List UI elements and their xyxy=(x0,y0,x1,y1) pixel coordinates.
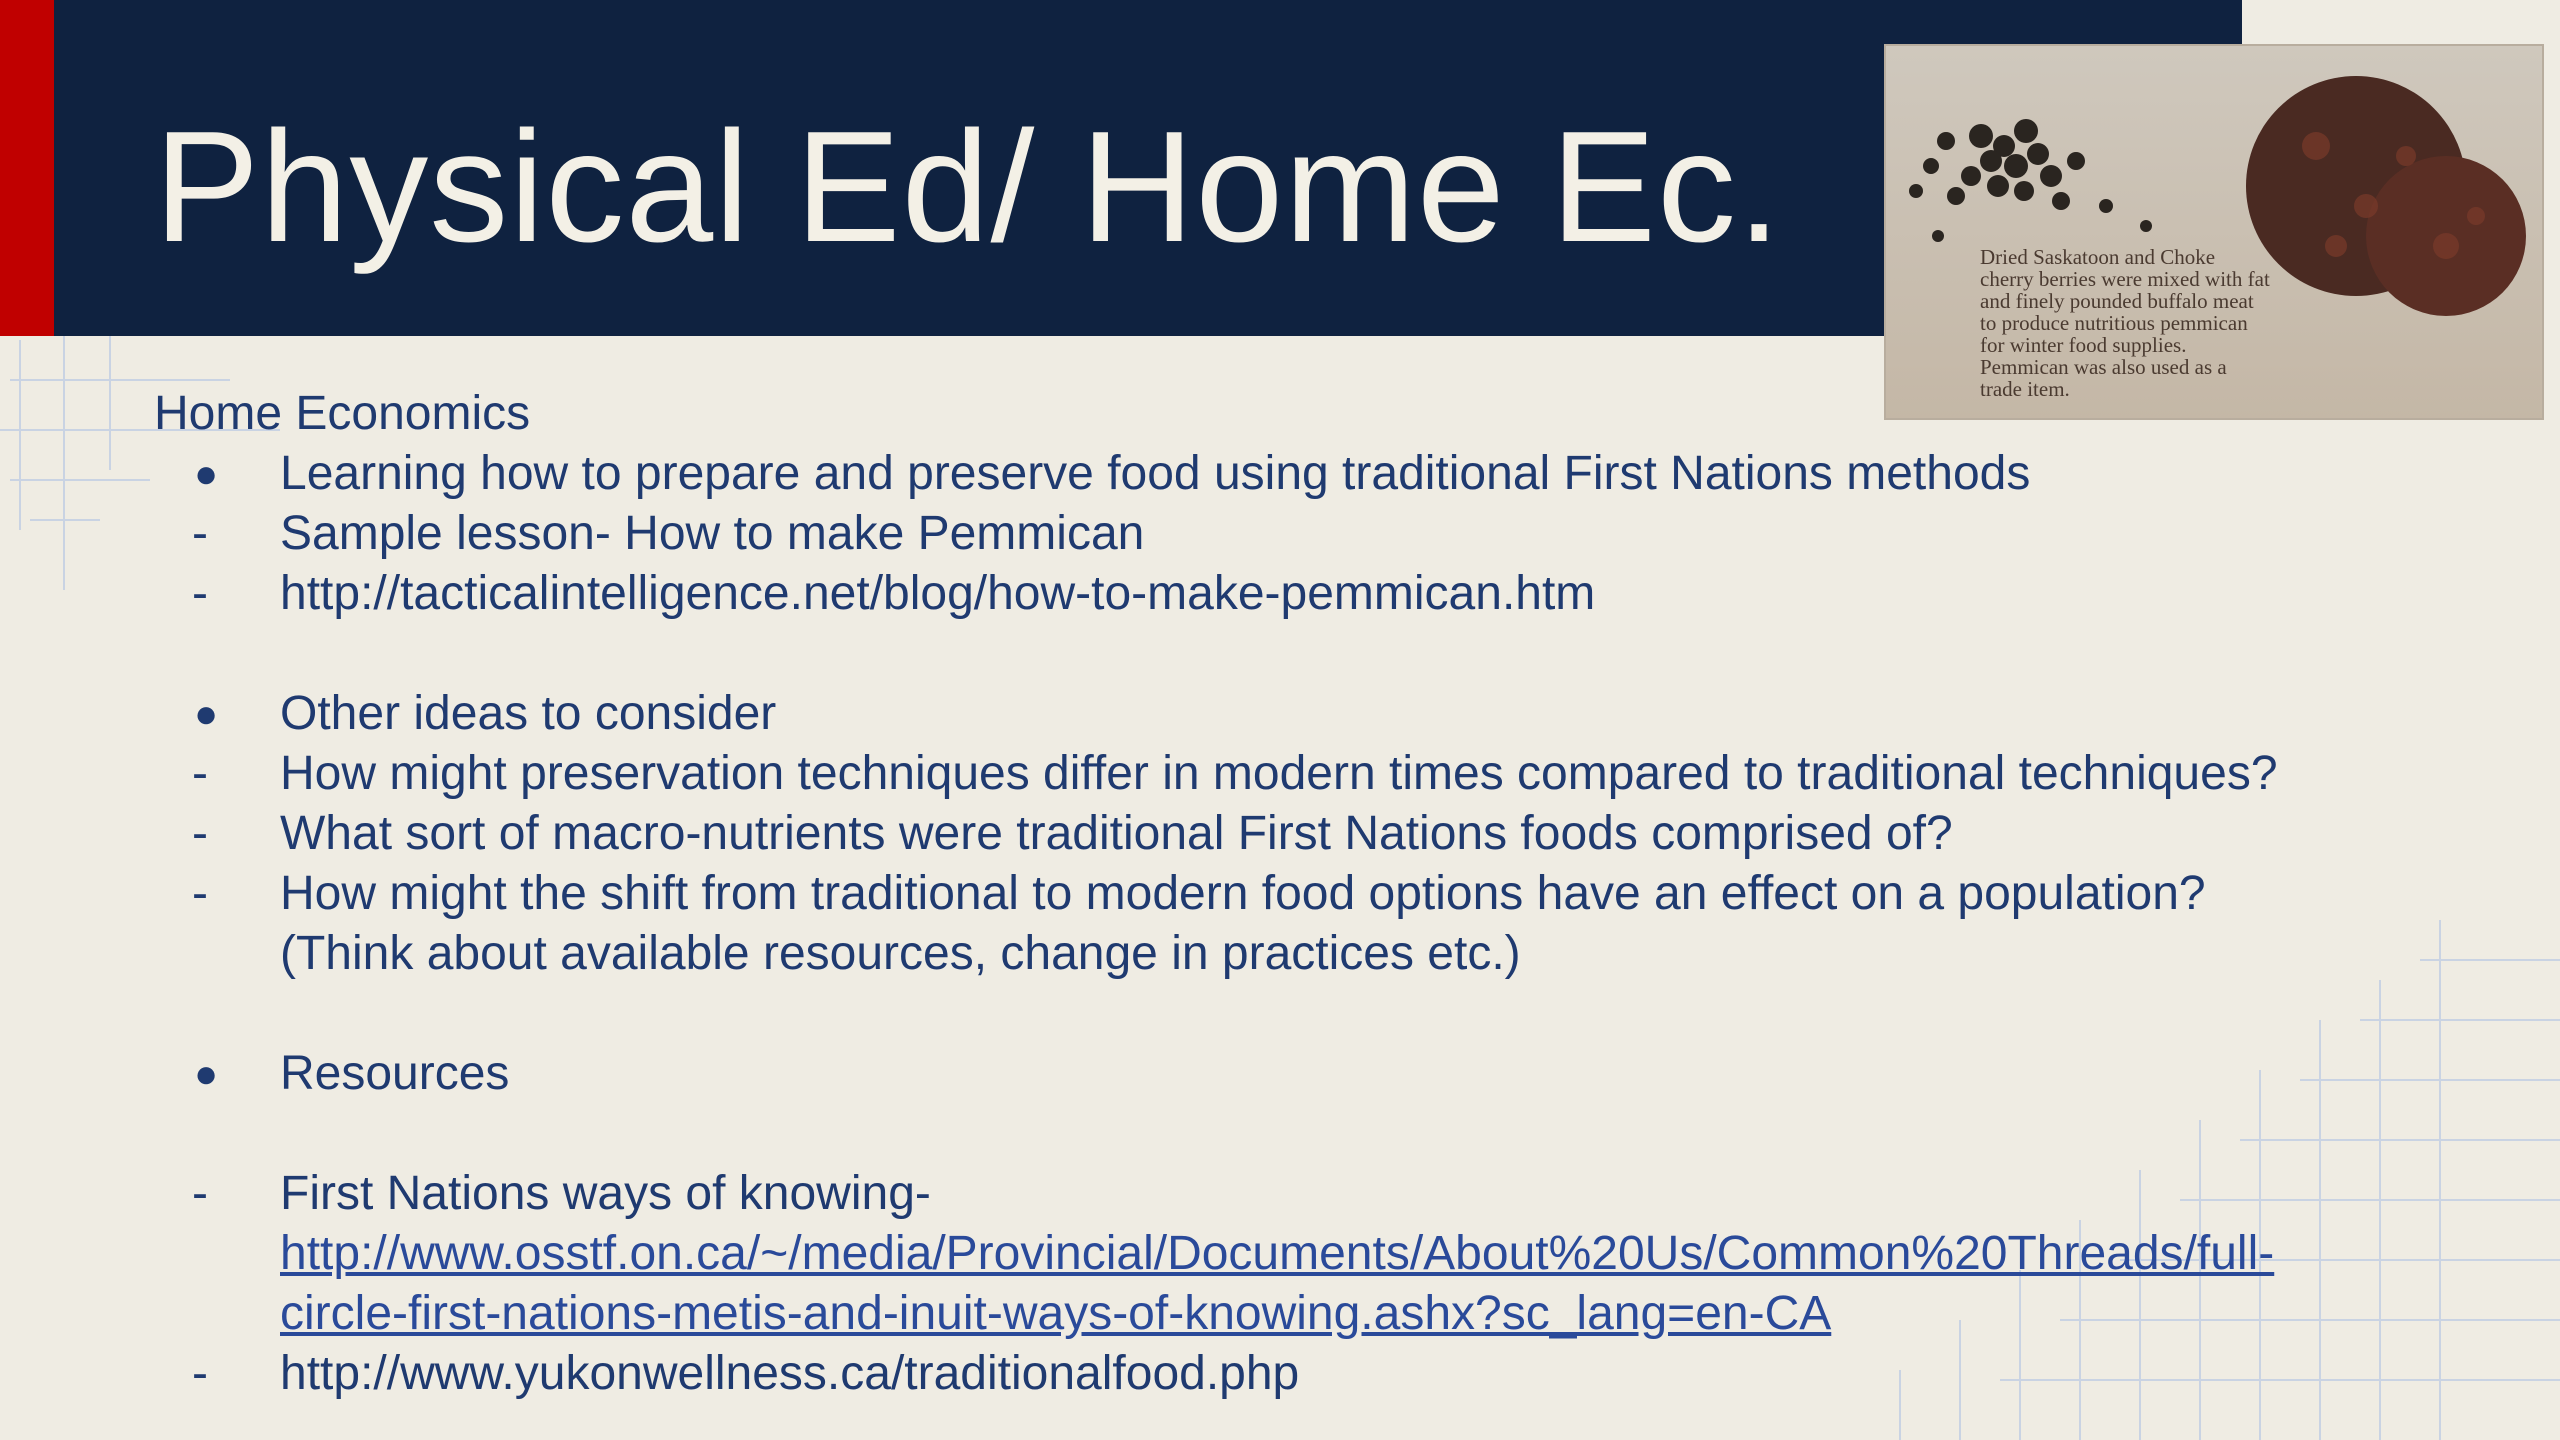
photo-caption: Dried Saskatoon and Choke cherry berries were mixed with fat and finely pounded buffalo meat to produce nutritious pemmican for winter food supplies. Pemmican was also used as a trade item. xyxy=(1980,245,2270,401)
dash-marker: - xyxy=(192,1347,208,1400)
osstf-link[interactable]: circle-first-nations-metis-and-inuit-ways-of-knowing.ashx?sc_lang=en-CA xyxy=(280,1287,1832,1340)
bullet-marker: ● xyxy=(194,1052,219,1096)
list-item-continuation xyxy=(154,1224,2414,1284)
list-item-text: How might preservation techniques differ in modern times compared to traditional techniques? xyxy=(280,747,2278,800)
accent-red-bar xyxy=(0,0,54,336)
list-item-continuation xyxy=(154,1284,2414,1344)
list-item-continuation xyxy=(154,924,2414,984)
spacer xyxy=(154,984,2414,1044)
empty-marker xyxy=(154,1284,280,1344)
slide-title: Physical Ed/ Home Ec. xyxy=(154,99,1782,275)
bullet-marker: ● xyxy=(194,692,219,736)
yukonwellness-url[interactable]: http://www.yukonwellness.ca/traditionalfood.php xyxy=(280,1347,1300,1400)
dash-marker: - xyxy=(192,1167,208,1220)
list-item xyxy=(154,744,2414,804)
list-item xyxy=(154,684,2414,744)
empty-marker xyxy=(154,924,280,984)
slide-body xyxy=(154,384,2414,1404)
spacer xyxy=(154,1104,2414,1164)
list-item-text: Sample lesson- How to make Pemmican xyxy=(280,507,1145,560)
section-heading: Home Economics xyxy=(154,387,531,440)
dash-marker: - xyxy=(192,747,208,800)
list-item-text: Learning how to prepare and preserve food using traditional First Nations methods xyxy=(280,447,2031,500)
list-item xyxy=(154,444,2414,504)
list-item-text: Other ideas to consider xyxy=(280,687,777,740)
list-item xyxy=(154,804,2414,864)
osstf-link[interactable]: http://www.osstf.on.ca/~/media/Provincial/Documents/About%20Us/Common%20Threads/full- xyxy=(280,1227,2275,1280)
list-item-text: Resources xyxy=(280,1047,510,1100)
list-item-text: (Think about available resources, change in practices etc.) xyxy=(280,927,1521,980)
list-item xyxy=(154,504,2414,564)
list-item xyxy=(154,1044,2414,1104)
pemmican-url[interactable]: http://tacticalintelligence.net/blog/how-to-make-pemmican.htm xyxy=(280,567,1596,620)
list-item xyxy=(154,564,2414,624)
dash-marker: - xyxy=(192,807,208,860)
pemmican-photo xyxy=(1884,44,2544,420)
list-item-text: How might the shift from traditional to modern food options have an effect on a population? xyxy=(280,867,2206,920)
dash-marker: - xyxy=(192,567,208,620)
spacer xyxy=(154,624,2414,684)
empty-marker xyxy=(154,1224,280,1284)
list-item-text: First Nations ways of knowing- xyxy=(280,1167,931,1220)
dash-marker: - xyxy=(192,867,208,920)
bullet-marker: ● xyxy=(194,452,219,496)
list-item xyxy=(154,864,2414,924)
list-item-text: What sort of macro-nutrients were traditional First Nations foods comprised of? xyxy=(280,807,1953,860)
dash-marker: - xyxy=(192,507,208,560)
list-item xyxy=(154,1164,2414,1224)
list-item xyxy=(154,1344,2414,1404)
